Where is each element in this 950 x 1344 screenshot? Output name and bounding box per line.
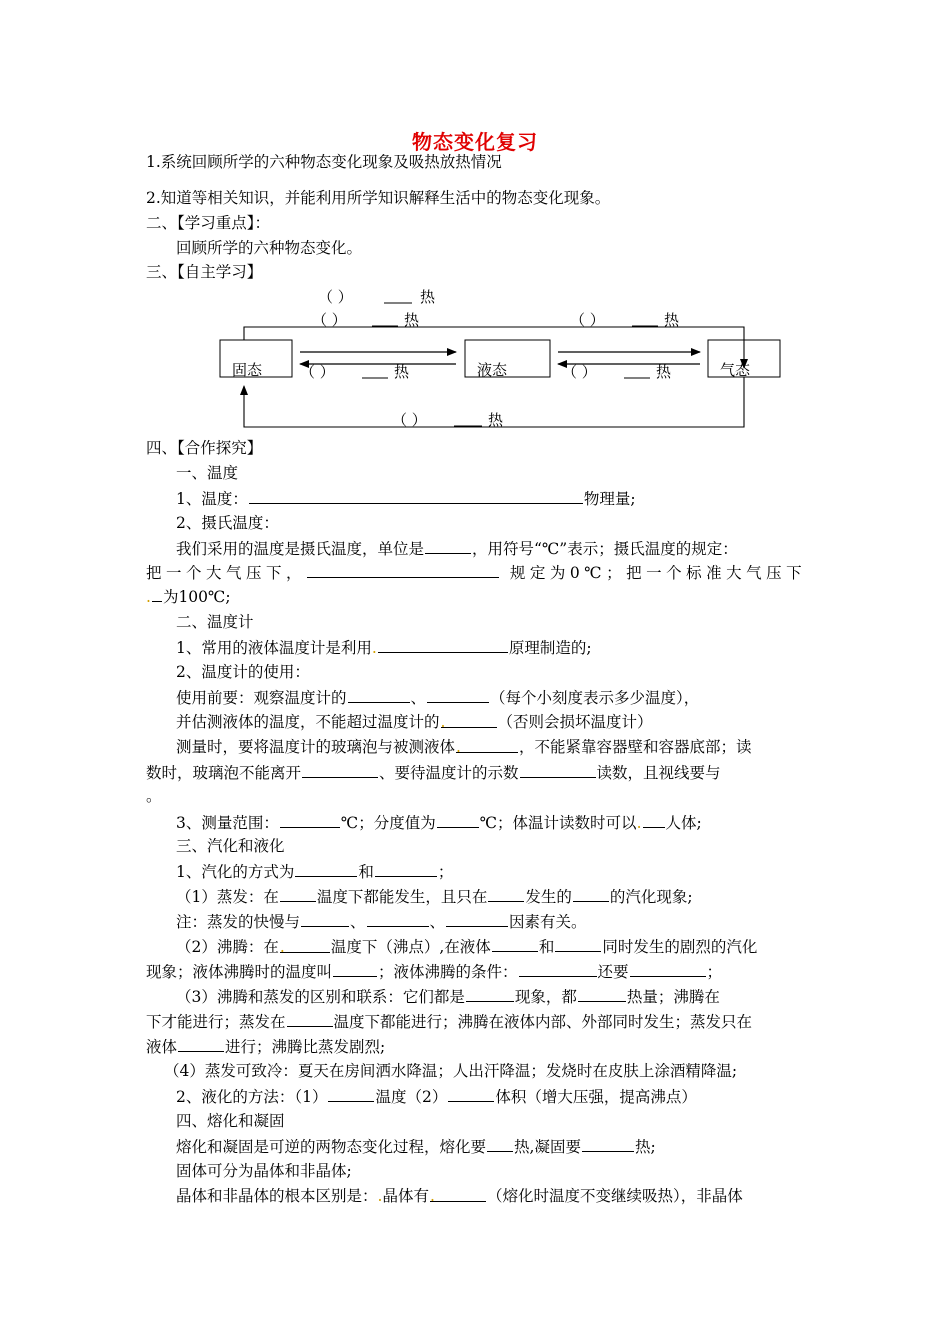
text-span: 3、测量范围： (176, 814, 279, 832)
text-span: 人体; (665, 814, 702, 832)
text-span: 1、温度： (176, 490, 248, 508)
text-span: 读数，且视线要与 (596, 764, 721, 782)
dot-mark: . (279, 938, 285, 956)
text-span: 温度下都能发生，且只在 (316, 888, 488, 906)
fill-blank (446, 911, 508, 927)
text-span: 、 (350, 913, 366, 931)
text-span: 下才能进行；蒸发在 (146, 1013, 286, 1031)
objective-2: 2.知道等相关知识，并能利用所学知识解释生活中的物态变化现象。 (146, 189, 611, 207)
solid-label: 固态 (232, 361, 263, 379)
thermo-line-8 (176, 812, 702, 833)
text-span: 和 (538, 938, 555, 956)
text-span: 使用前要：观察温度计的 (176, 689, 347, 707)
fill-blank (279, 937, 330, 956)
text-span: ；液体沸腾的条件： (378, 963, 518, 981)
text-span: 2、液化的方法：（1） (176, 1088, 328, 1106)
blank-melting-heat: 热 (404, 311, 420, 329)
page-title: 物态变化复习 (412, 130, 538, 154)
text-span: 、 (429, 913, 446, 931)
thermo-line-7: 。 (146, 787, 162, 805)
fill-blank (348, 687, 410, 703)
fill-blank (367, 911, 429, 927)
text-span: 原理制造的; (508, 639, 592, 657)
temp-line-2: 2、摄氏温度： (176, 514, 279, 532)
fill-blank (492, 936, 538, 952)
text-span: 数时，玻璃泡不能离开 (146, 764, 302, 782)
text-span: ℃；体温计读数时可以 (479, 814, 637, 832)
vapor-line-5 (146, 961, 722, 982)
thermo-line-5 (176, 737, 752, 757)
text-span: 温度下（沸点）,在液体 (330, 938, 491, 956)
thermo-heading: 二、温度计 (176, 613, 254, 631)
fill-blank (295, 861, 357, 877)
text-span: ； (706, 963, 723, 981)
fill-blank (437, 812, 479, 828)
dot-mark: . (636, 814, 642, 832)
text-span: ，用符号“℃”表示；摄氏温度的规定： (472, 540, 738, 558)
text-span: 晶体和非晶体的根本区别是： (176, 1187, 378, 1205)
fill-blank (287, 1011, 333, 1027)
vapor-line-10 (176, 1086, 697, 1107)
text-span: 液体 (146, 1038, 178, 1056)
blank-deposition-heat: 热 (488, 411, 504, 429)
text-span: ℃；分度值为 (340, 814, 436, 832)
fill-blank (555, 936, 601, 952)
fill-blank (578, 986, 626, 1002)
text-span: ，不能紧靠容器壁和容器底部；读 (519, 738, 752, 756)
thermo-line-2: 2、温度计的使用： (176, 663, 310, 681)
fill-blank (280, 812, 340, 828)
text-span: 热量；沸腾在 (626, 988, 720, 1006)
text-span: 热; (634, 1138, 656, 1156)
vapor-heading: 三、汽化和液化 (176, 837, 285, 855)
melt-heading: 四、熔化和凝固 (176, 1112, 285, 1130)
text-span: 发生的 (525, 888, 572, 906)
vapor-line-9: （4）蒸发可致冷：夏天在房间洒水降温；人出汗降温；发烧时在皮肤上涂酒精降温; (164, 1062, 738, 1080)
fill-blank (519, 961, 597, 977)
melt-line-2: 固体可分为晶体和非晶体; (176, 1162, 352, 1180)
fill-blank (488, 886, 524, 902)
text-span: ； (437, 863, 454, 881)
fill-blank (378, 637, 508, 653)
text-span: 规定为0℃；把一个标准大气压下 (509, 564, 807, 582)
text-span: 同时发生的剧烈的汽化 (602, 938, 758, 956)
text-span: 温度下都能进行；沸腾在液体内部、外部同时发生；蒸发只在 (333, 1013, 753, 1031)
blank-top-paren: （ ） (318, 288, 353, 306)
text-span: 把一个大气压下， (146, 564, 307, 582)
text-span: 和 (358, 863, 374, 881)
section-4-heading: 四、【合作探究】 (146, 439, 263, 457)
thermo-line-1 (176, 637, 592, 658)
fill-blank (333, 961, 377, 977)
fill-blank (307, 562, 499, 578)
blank-liquefying-paren: （ ） (562, 363, 597, 381)
fill-blank (301, 911, 349, 927)
fill-blank (429, 1186, 486, 1205)
vapor-line-2 (176, 886, 693, 907)
text-span: 为100℃; (162, 588, 231, 606)
dot-mark: . (371, 639, 377, 657)
temp-line-1 (176, 488, 636, 509)
dot-mark: . (377, 1187, 383, 1205)
vapor-line-8 (146, 1036, 385, 1057)
text-span: 现象，都 (514, 988, 577, 1006)
dot-mark: . (146, 588, 151, 606)
thermo-line-3 (176, 687, 699, 708)
text-span: 测量时，要将温度计的玻璃泡与被 (176, 738, 409, 756)
text-span: 晶体有 (382, 1187, 429, 1205)
blank-solidifying-paren: （ ） (300, 363, 335, 381)
gas-label: 气态 (720, 361, 751, 379)
liquid-label: 液态 (477, 361, 508, 379)
fill-blank (466, 986, 514, 1002)
blank-top-heat: 热 (420, 288, 436, 306)
fill-blank (456, 737, 518, 756)
vapor-line-7 (146, 1011, 752, 1032)
section-2-heading: 二、【学习重点】： (146, 214, 271, 232)
fill-blank (152, 586, 162, 602)
fill-blank (573, 886, 609, 902)
text-span: 1、常用的液体温度计是利用 (176, 639, 372, 657)
fill-blank (302, 762, 378, 778)
text-span: 1、汽化的方式为 (176, 863, 295, 881)
fill-blank (582, 1136, 634, 1152)
blank-vaporizing-paren: （ ） (570, 311, 605, 329)
fill-blank (440, 712, 497, 731)
fill-blank (630, 961, 706, 977)
temp-para-3 (146, 586, 231, 607)
vapor-line-4 (176, 936, 757, 957)
fill-blank (249, 488, 583, 504)
fill-blank (375, 861, 437, 877)
text-span: （否则会损坏温度计） (497, 713, 653, 731)
text-span: 因素有关。 (509, 913, 587, 931)
fill-blank (425, 538, 471, 554)
fill-blank (643, 812, 665, 828)
blank-liquefying-heat: 热 (656, 363, 672, 381)
vapor-line-6 (176, 986, 720, 1007)
text-span: 熔化和凝固是可逆的两物态变化过程，熔化要 (176, 1138, 487, 1156)
temp-para-1 (176, 538, 738, 559)
fill-blank (328, 1086, 374, 1102)
text-span: 并估测液体的温度，不能超过温度计的 (176, 713, 440, 731)
text-span: 进行；沸腾比蒸发剧烈; (225, 1038, 386, 1056)
section-2-text: 回顾所学的六种物态变化。 (176, 239, 363, 257)
melt-line-3 (176, 1186, 743, 1206)
blank-vaporizing-heat: 热 (664, 311, 680, 329)
fill-blank (280, 886, 316, 902)
text-span: 注：蒸发的快慢与 (176, 913, 301, 931)
text-span: 我们采用的温度是摄氏温度，单位是 (176, 540, 425, 558)
text-span: 物理量; (583, 490, 636, 508)
melt-line-1 (176, 1136, 656, 1157)
blank-deposition-paren: （ ） (392, 411, 427, 429)
vapor-line-3 (176, 911, 587, 932)
fill-blank (427, 687, 489, 703)
text-span: （3）沸腾和蒸发的区别和联系：它们都是 (176, 988, 465, 1006)
text-span: 还要 (597, 963, 629, 981)
temp-para-2 (146, 562, 806, 583)
fill-blank (178, 1036, 224, 1052)
temp-heading: 一、温度 (176, 464, 239, 482)
text-span: （熔化时温度不变继续吸热），非晶体 (486, 1187, 743, 1205)
thermo-line-4 (176, 712, 653, 732)
dot-mark: . (456, 738, 461, 756)
fill-blank (448, 1086, 494, 1102)
text-span: （每个小刻度表示多少温度）， (490, 689, 700, 707)
dot-mark: . (440, 713, 446, 731)
dot-mark: . (429, 1187, 435, 1205)
text-span: 体积（增大压强，提高沸点） (495, 1088, 697, 1106)
objective-1: 1.系统回顾所学的六种物态变化现象及吸热放热情况 (146, 153, 502, 171)
text-span: 现象；液体沸腾时的温度叫 (146, 963, 333, 981)
blank-solidifying-heat: 热 (394, 363, 410, 381)
text-span: 的汽化现象; (609, 888, 693, 906)
text-span: （1）蒸发：在 (176, 888, 279, 906)
section-3-heading: 三、【自主学习】 (146, 263, 263, 281)
vapor-line-1 (176, 861, 453, 882)
text-span: 测液体 (408, 738, 456, 756)
text-span: 热,凝固要 (514, 1138, 581, 1156)
text-span: 、要待温度计的示数 (379, 764, 519, 782)
text-span: （2）沸腾：在 (176, 938, 279, 956)
fill-blank (487, 1136, 513, 1152)
fill-blank (520, 762, 596, 778)
text-span: 温度（2） (375, 1088, 448, 1106)
thermo-line-6 (146, 762, 721, 783)
blank-melting-paren: （ ） (312, 311, 347, 329)
text-span: 、 (410, 689, 427, 707)
